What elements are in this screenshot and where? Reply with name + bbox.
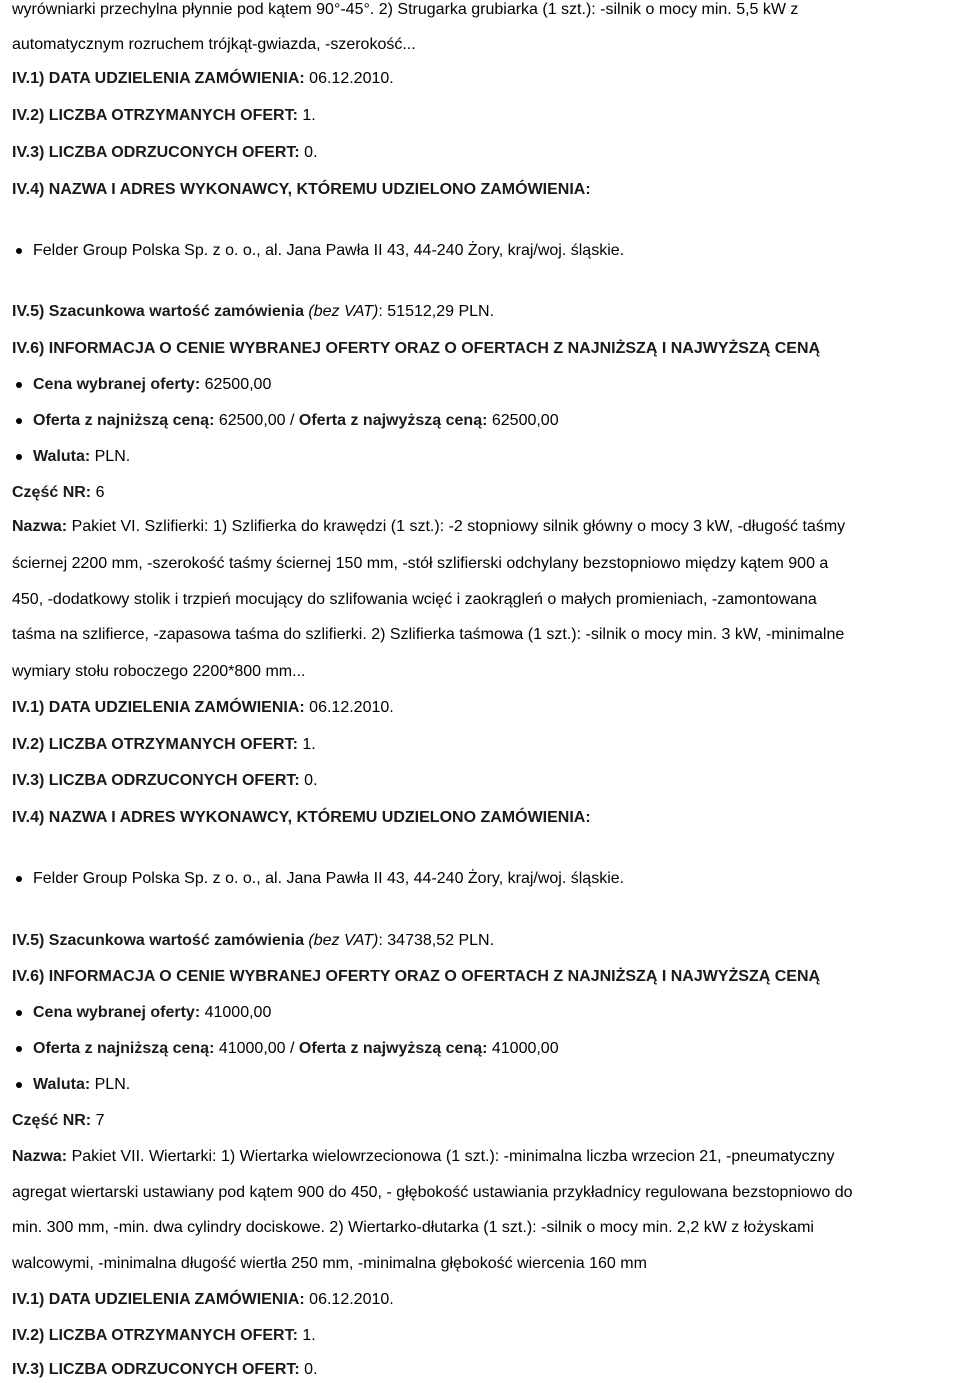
offers-received-label: IV.2) LICZBA OTRZYMANYCH OFERT: <box>12 1327 298 1344</box>
lowest-price-label: Oferta z najniższą ceną: <box>33 1040 215 1057</box>
price-range-line <box>12 1039 559 1059</box>
offers-rejected-label: IV.3) LICZBA ODRZUCONYCH OFERT: <box>12 772 300 789</box>
estimate-line <box>12 931 494 951</box>
text-line: wyrówniarki przechylna płynnie pod kątem 90°-45°. 2) Strugarka grubiarka (1 szt.): -silnik o mocy min. 5,5 kW z <box>12 1 799 18</box>
part-number-label: Część NR: <box>12 1112 92 1129</box>
price-info-heading-label: IV.6) INFORMACJA O CENIE WYBRANEJ OFERTY ORAZ O OFERTACH Z NAJNIŻSZĄ I NAJWYŻSZĄ CENĄ <box>12 968 821 985</box>
chosen-price-line <box>12 375 271 395</box>
offers-rejected-line <box>12 771 318 791</box>
award-date-value: 06.12.2010. <box>304 70 394 87</box>
offers-rejected-value: 0. <box>299 772 318 789</box>
award-date-label: IV.1) DATA UDZIELENIA ZAMÓWIENIA: <box>12 70 305 87</box>
contractor-heading-label: IV.4) NAZWA I ADRES WYKONAWCY, KTÓREMU UDZIELONO ZAMÓWIENIA: <box>12 181 591 198</box>
currency-label: Waluta: <box>33 1076 91 1093</box>
award-date-value: 06.12.2010. <box>304 1291 394 1308</box>
price-range-line <box>12 411 559 431</box>
currency-value: PLN. <box>90 1076 131 1093</box>
offers-received-value: 1. <box>297 107 316 124</box>
price-info-heading <box>12 967 820 987</box>
lowest-price-value: 62500,00 / <box>214 412 299 429</box>
part-name-line <box>12 517 845 537</box>
text-line: taśma na szlifierce, -zapasowa taśma do szlifierki. 2) Szlifierka taśmowa (1 szt.): -silnik o mocy min. 3 kW, -minimalne <box>12 626 845 643</box>
part-number-value: 6 <box>91 484 105 501</box>
estimate-note: (bez VAT) <box>308 303 379 320</box>
part-number-line <box>12 1111 104 1131</box>
price-info-heading <box>12 339 820 359</box>
part-number-value: 7 <box>91 1112 105 1129</box>
offers-received-line <box>12 735 316 755</box>
part-number-line <box>12 483 104 503</box>
estimate-label: IV.5) Szacunkowa wartość zamówienia <box>12 303 304 320</box>
text-line: walcowymi, -minimalna długość wiertła 250 mm, -minimalna głębokość wiercenia 160 mm <box>12 1255 647 1272</box>
offers-rejected-value: 0. <box>299 144 318 161</box>
estimate-value: : 34738,52 PLN. <box>378 932 495 949</box>
award-date-line <box>12 1290 394 1310</box>
estimate-value: : 51512,29 PLN. <box>378 303 495 320</box>
contractor-heading-label: IV.4) NAZWA I ADRES WYKONAWCY, KTÓREMU UDZIELONO ZAMÓWIENIA: <box>12 809 591 826</box>
chosen-price-label: Cena wybranej oferty: <box>33 1004 201 1021</box>
part-name-line <box>12 1147 834 1167</box>
offers-rejected-line <box>12 1360 318 1380</box>
offers-rejected-line <box>12 143 318 163</box>
part-name-label: Nazwa: <box>12 1148 68 1165</box>
currency-line <box>12 1075 130 1095</box>
award-date-label: IV.1) DATA UDZIELENIA ZAMÓWIENIA: <box>12 699 305 716</box>
estimate-note: (bez VAT) <box>308 932 379 949</box>
text-line: min. 300 mm, -min. dwa cylindry dociskowe. 2) Wiertarko-dłutarka (1 szt.): -silnik o mocy min. 2,2 kW z łożyskami <box>12 1219 814 1236</box>
highest-price-value: 62500,00 <box>487 412 559 429</box>
offers-rejected-value: 0. <box>299 1361 318 1378</box>
text-line: ściernej 2200 mm, -szerokość taśmy ściernej 150 mm, -stół szlifierski odchylany bezstopniowo między kątem 900 a <box>12 555 829 572</box>
chosen-price-value: 41000,00 <box>200 1004 272 1021</box>
lowest-price-value: 41000,00 / <box>214 1040 299 1057</box>
currency-line <box>12 447 130 467</box>
currency-label: Waluta: <box>33 448 91 465</box>
highest-price-label: Oferta z najwyższą ceną: <box>298 1040 488 1057</box>
chosen-price-label: Cena wybranej oferty: <box>33 376 201 393</box>
text-line: automatycznym rozruchem trójkąt-gwiazda, -szerokość... <box>12 36 416 53</box>
chosen-price-value: 62500,00 <box>200 376 272 393</box>
highest-price-label: Oferta z najwyższą ceną: <box>298 412 488 429</box>
contractor-heading <box>12 808 591 828</box>
text-line: agregat wiertarski ustawiany pod kątem 900 do 450, - głębokość ustawiania przykładnicy regulowana bezstopniowo do <box>12 1184 853 1201</box>
contractor-address: Felder Group Polska Sp. z o. o., al. Jana Pawła II 43, 44-240 Żory, kraj/woj. śląskie. <box>33 870 625 887</box>
estimate-line <box>12 302 494 322</box>
award-date-line <box>12 698 394 718</box>
chosen-price-line <box>12 1003 271 1023</box>
part-number-label: Część NR: <box>12 484 92 501</box>
price-info-heading-label: IV.6) INFORMACJA O CENIE WYBRANEJ OFERTY ORAZ O OFERTACH Z NAJNIŻSZĄ I NAJWYŻSZĄ CENĄ <box>12 340 821 357</box>
offers-received-value: 1. <box>297 736 316 753</box>
award-date-line <box>12 69 394 89</box>
estimate-label: IV.5) Szacunkowa wartość zamówienia <box>12 932 304 949</box>
offers-rejected-label: IV.3) LICZBA ODRZUCONYCH OFERT: <box>12 1361 300 1378</box>
part-name-text: Pakiet VI. Szlifierki: 1) Szlifierka do krawędzi (1 szt.): -2 stopniowy silnik główny o mocy 3 kW, -długość taśmy <box>67 518 846 535</box>
text-line: 450, -dodatkowy stolik i trzpień mocujący do szlifowania wcięć i zaokrągleń o małych promieniach, -zamontowana <box>12 591 817 608</box>
highest-price-value: 41000,00 <box>487 1040 559 1057</box>
offers-received-line <box>12 106 316 126</box>
offers-received-label: IV.2) LICZBA OTRZYMANYCH OFERT: <box>12 107 298 124</box>
contractor-address: Felder Group Polska Sp. z o. o., al. Jana Pawła II 43, 44-240 Żory, kraj/woj. śląskie. <box>33 242 625 259</box>
currency-value: PLN. <box>90 448 131 465</box>
offers-rejected-label: IV.3) LICZBA ODRZUCONYCH OFERT: <box>12 144 300 161</box>
offers-received-line <box>12 1326 316 1346</box>
text-line: wymiary stołu roboczego 2200*800 mm... <box>12 663 306 680</box>
part-name-text: Pakiet VII. Wiertarki: 1) Wiertarka wielowrzecionowa (1 szt.): -minimalna liczba wrzecion 21, -pneumatyczny <box>67 1148 835 1165</box>
offers-received-label: IV.2) LICZBA OTRZYMANYCH OFERT: <box>12 736 298 753</box>
award-date-value: 06.12.2010. <box>304 699 394 716</box>
offers-received-value: 1. <box>297 1327 316 1344</box>
part-name-label: Nazwa: <box>12 518 68 535</box>
contractor-heading <box>12 180 591 200</box>
award-date-label: IV.1) DATA UDZIELENIA ZAMÓWIENIA: <box>12 1291 305 1308</box>
lowest-price-label: Oferta z najniższą ceną: <box>33 412 215 429</box>
